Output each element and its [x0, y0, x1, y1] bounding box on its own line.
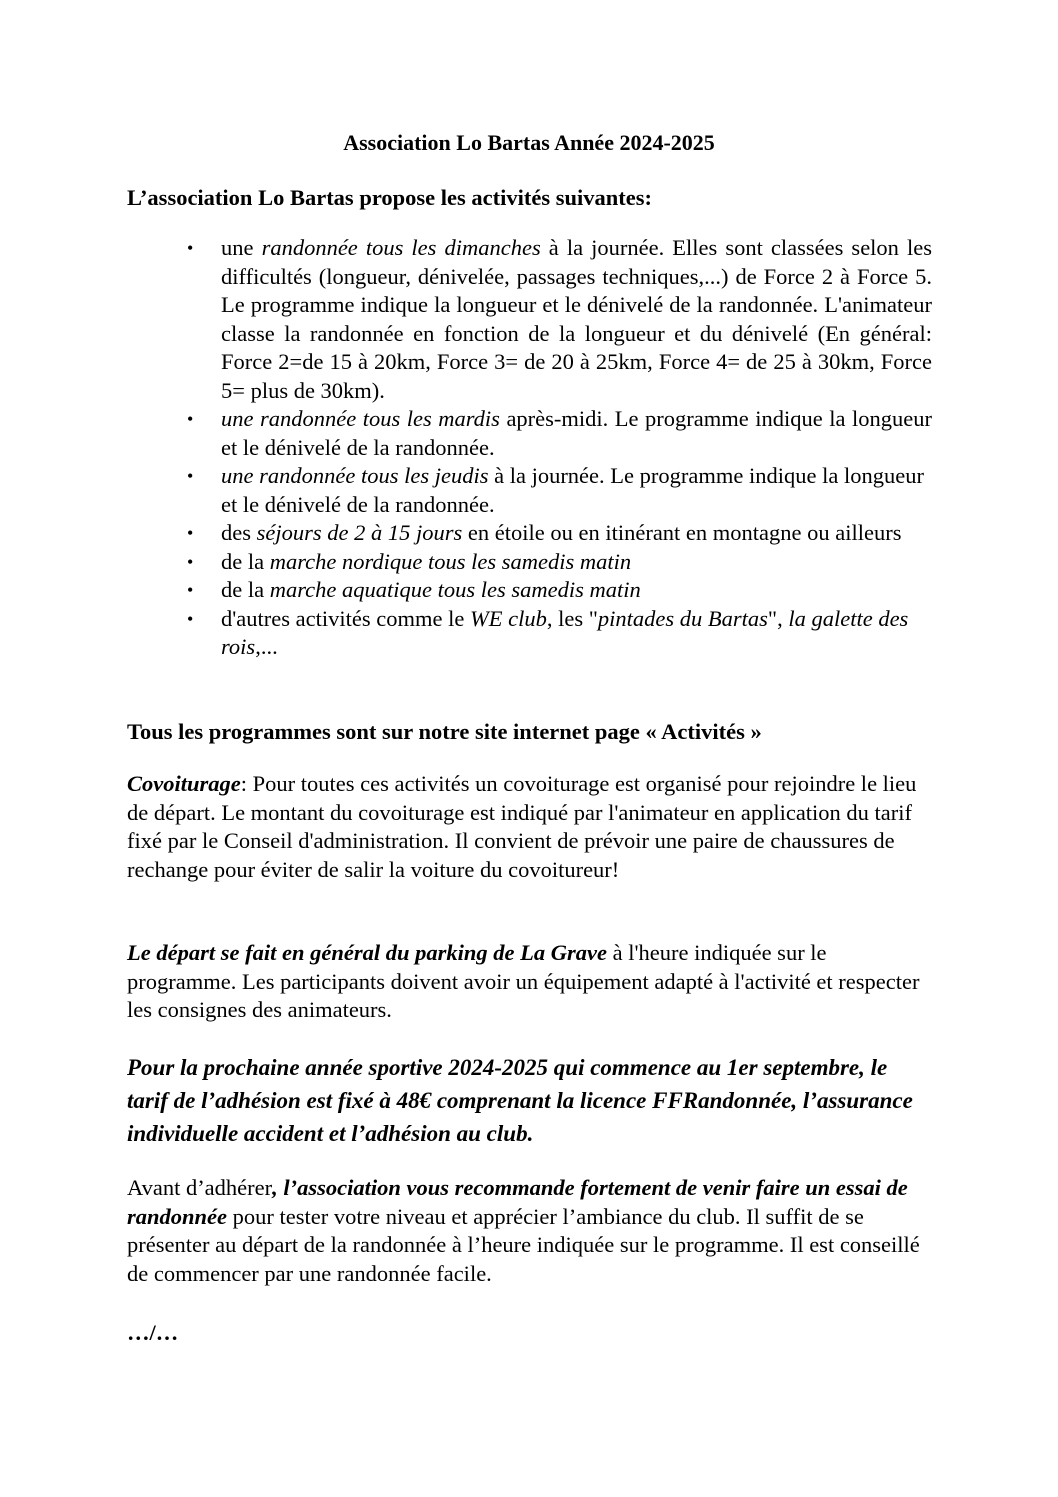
avant-text: Avant d’adhérer — [127, 1175, 273, 1200]
activities-list — [187, 234, 932, 662]
list-item — [187, 405, 932, 462]
programmes-heading: Tous les programmes sont sur notre site internet page « Activités » — [127, 719, 762, 744]
bullet-icon: • — [187, 551, 194, 572]
intro-heading: L’association Lo Bartas propose les activités suivantes: — [127, 185, 653, 210]
list-item — [187, 605, 932, 662]
activity-text: à la journée. Le programme indique la longueur et le dénivelé de la randonnée. — [221, 463, 924, 517]
activity-text: ,... — [255, 634, 278, 659]
activity-text: de la — [221, 548, 270, 574]
tarif-paragraph: Pour la prochaine année sportive 2024-2025 qui commence au 1er septembre, le tarif de l’adhésion est fixé à 48€ comprenant la licence FFRandonnée, l’assurance individuelle accident et l’adhésion au club. — [127, 1055, 913, 1146]
covoiturage-paragraph — [127, 770, 932, 884]
list-item — [187, 234, 932, 405]
depart-paragraph — [127, 939, 932, 1025]
bullet-icon: • — [187, 580, 194, 600]
activity-emphasis: WE club — [469, 605, 547, 631]
activity-emphasis: la galette des rois — [221, 605, 909, 659]
continuation-mark: …/… — [127, 1320, 179, 1345]
document-title: Association Lo Bartas Année 2024-2025 — [343, 130, 715, 155]
activity-text: , les " — [546, 605, 598, 631]
activity-emphasis: séjours de 2 à 15 jours — [256, 520, 463, 545]
activity-text: après-midi. Le programme indique la longueur et le dénivelé de la randonnée. — [221, 406, 932, 460]
bullet-icon: • — [187, 409, 194, 429]
activity-text: des — [221, 520, 257, 545]
activity-emphasis: marche aquatique tous les samedis matin — [269, 577, 641, 602]
avant-emphasis: , l’association vous recommande fortement de venir faire un essai de randonnée — [127, 1175, 908, 1229]
activity-emphasis: une randonnée tous les jeudis — [221, 463, 489, 488]
covoiturage-label: Covoiturage — [127, 771, 241, 796]
avant-text: pour tester votre niveau et apprécier l’ambiance du club. Il suffit de se présenter au départ de la randonnée à l’heure indiquée sur le programme. Il est conseillé de commencer par une randonnée facile. — [127, 1203, 920, 1286]
avant-paragraph — [127, 1174, 932, 1288]
activity-text: ", — [767, 605, 789, 631]
activity-emphasis: une randonnée tous les mardis — [221, 406, 500, 431]
covoiturage-text: : Pour toutes ces activités un covoiturage est organisé pour rejoindre le lieu de départ. Le montant du covoiturage est indiqué par l'animateur en application du tarif fixé par le Conseil d'administration. Il convient de prévoir une paire de chaussures de rechange pour éviter de salir la voiture du covoitureur! — [127, 771, 917, 882]
bullet-icon: • — [187, 466, 194, 486]
list-item — [187, 576, 932, 605]
bullet-icon: • — [187, 523, 194, 543]
depart-label: Le départ se fait en général du parking de La Grave — [127, 940, 607, 965]
activity-text: à la journée. Elles sont classées selon les difficultés (longueur, dénivelée, passages techniques,...) de Force 2 à Force 5. Le programme indique la longueur et le dénivelé de la randonnée. L'animateur classe la randonnée en fonction de la longueur et du dénivelé (En général: Force 2=de 15 à 20km, Force 3= de 20 à 25km, Force 4= de 25 à 30km, Force 5= plus de 30km). — [221, 235, 932, 403]
activity-text: en étoile ou en itinérant en montagne ou ailleurs — [462, 520, 902, 545]
activity-emphasis: marche nordique tous les samedis matin — [269, 548, 632, 574]
bullet-icon: • — [187, 608, 194, 629]
activity-emphasis: pintades du Bartas — [597, 605, 768, 631]
activity-text: une — [221, 235, 262, 260]
activity-text: de la — [221, 577, 270, 602]
list-item — [187, 462, 932, 519]
list-item — [187, 548, 932, 577]
activity-text: d'autres activités comme le — [221, 605, 470, 631]
list-item — [187, 519, 932, 548]
activity-emphasis: randonnée tous les dimanches — [261, 235, 541, 260]
bullet-icon: • — [187, 238, 194, 258]
depart-text: à l'heure indiquée sur le programme. Les participants doivent avoir un équipement adapté à l'activité et respecter les consignes des animateurs. — [127, 940, 920, 1022]
